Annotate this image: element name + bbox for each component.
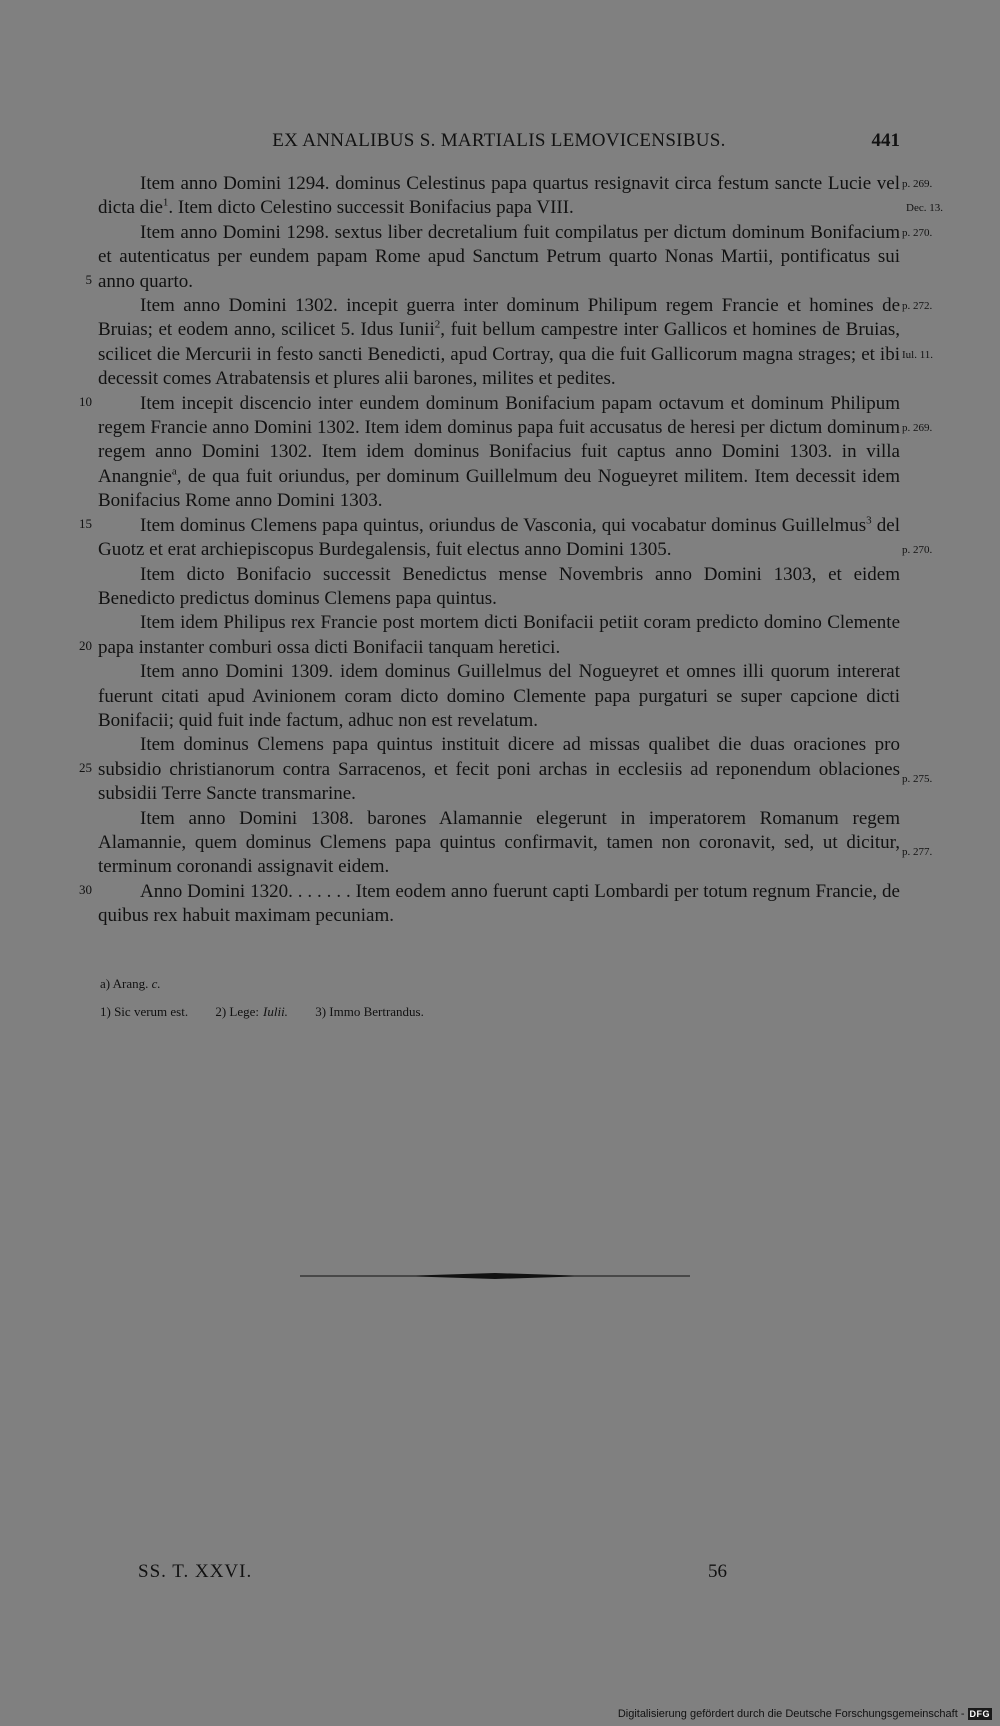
apparatus-siglum: c. [151, 976, 161, 991]
apparatus-note [100, 976, 900, 992]
paragraph-text: , de qua fuit oriundus, per dominum Guillelmum deu Nogueyret militem. Item decessit idem Bonifacius Rome anno Domini 1303. [98, 465, 900, 512]
footnotes [100, 1004, 900, 1020]
footnote-2-word: Iulii. [263, 1004, 288, 1019]
notes [98, 976, 900, 1020]
paragraph [98, 172, 900, 221]
margin-note: p. 275. [902, 773, 933, 785]
apparatus-label: a) Arang. [100, 976, 149, 991]
footnote-ref: 1 [162, 197, 169, 210]
footnote-2 [215, 1004, 288, 1019]
credit-text: Digitalisierung gefördert durch die Deutsche Forschungsgemeinschaft - [617, 1708, 965, 1720]
page-header [98, 130, 900, 160]
margin-note: p. 269. [902, 422, 933, 434]
margin-note: p. 272. [902, 300, 933, 312]
paragraph: Item anno Domini 1298. sextus liber decretalium fuit compilatus per dictum dominum Bonifacium et autenticatus per eundem papam Rome apud Sanctum Petrum quarto Nonas Martii, pontificatus sui anno quarto. [98, 221, 900, 292]
running-title: EX ANNALIBUS S. MARTIALIS LEMOVICENSIBUS. [272, 130, 726, 151]
page-number: 441 [871, 130, 900, 151]
paragraph [98, 294, 900, 392]
paragraph-text: Item anno Domini 1294. dominus Celestinus papa quartus resignavit circa festum sancte Lucie vel dicta die [98, 173, 900, 219]
paragraph-text: del Guotz et erat archiepiscopus Burdegalensis, fuit electus anno Domini 1305. [98, 514, 900, 561]
margin-note: Dec. 13. [906, 202, 943, 214]
digitization-credit [618, 1708, 992, 1720]
margin-note: p. 270. [902, 544, 933, 556]
paragraph-text: . Item dicto Celestino successit Bonifacius papa VIII. [168, 197, 574, 219]
line-number-25: 25 [79, 760, 92, 775]
paragraph: Item anno Domini 1309. idem dominus Guillelmus del Nogueyret et omnes illi quorum intererat fuerunt citati apud Avinionem coram dicto domino Clemente papa purgaturi se super capcione dicti Bonifacii; quid fuit inde factum, adhuc non est revelatum. [98, 661, 900, 731]
footnote-ref: 2 [434, 319, 441, 332]
line-number-10: 10 [79, 394, 92, 409]
line-number-20: 20 [79, 638, 92, 653]
dfg-logo: DFG [969, 1709, 990, 1719]
paragraph-text: Item anno Domini 1302. incepit guerra inter dominum Philipum regem Francie et homines de Bruias; et eodem anno, scilicet 5. Idus Iunii [98, 295, 900, 341]
paragraph-text: , fuit bellum campestre inter Gallicos et homines de Bruias, scilicet die Mercurii in festo sancti Benedicti, apud Cortray, qua die fuit Gallicorum magna strages; et ibi decessit comes Atrabatensis et plures alii barones, milites et pedites. [98, 319, 900, 390]
paragraph: Item idem Philipus rex Francie post mortem dicti Bonifacii petiit coram predicto domino Clemente papa instanter comburi ossa dicti Bonifacii tanquam heretici. [98, 612, 900, 658]
line-number-5: 5 [85, 272, 92, 287]
paragraph [98, 514, 900, 563]
body-text [98, 172, 900, 929]
line-number-15: 15 [79, 516, 92, 531]
margin-note: p. 269. [902, 178, 933, 190]
footnote-1: 1) Sic verum est. [100, 1004, 189, 1019]
paragraph-text: Item incepit discencio inter eundem dominum Bonifacium papam octavum et dominum Philipum regem Francie anno Domini 1302. Item idem dominus papa fuit accusatus de heresi per dictum dominum regem anno Domini 1302. Item idem dominus Bonifacius fuit captus anno Domini 1303. in villa Anangnie [98, 392, 900, 487]
apparatus-ref: a [171, 465, 177, 478]
footnote-3: 3) Immo Bertrandus. [315, 1004, 424, 1019]
paragraph: Item anno Domini 1308. barones Alamannie elegerunt in imperatorem Romanum regem Alamannie, quem dominus Clemens papa quintus confirmavit, tamen non coronavit, sed, ut dicitur, terminum coronandi assignavit eidem. [98, 807, 900, 878]
end-ornament-rule [300, 1272, 690, 1280]
paragraph [98, 392, 900, 514]
paragraph-text: Item dominus Clemens papa quintus, oriundus de Vasconia, qui vocabatur dominus Guillelmus [140, 514, 867, 536]
gathering-number: 56 [708, 1561, 727, 1582]
margin-note: p. 270. [902, 227, 933, 239]
footnote-ref: 3 [866, 514, 872, 527]
margin-note: p. 277. [902, 846, 933, 858]
line-number-30: 30 [79, 882, 92, 897]
margin-note: Iul. 11. [902, 349, 934, 361]
paragraph: Item dominus Clemens papa quintus instituit dicere ad missas qualibet die duas oraciones pro subsidio christianorum contra Sarracenos, et fecit poni archas in ecclesiis ad reponendum oblaciones subsidii Terre Sancte transmarine. [98, 734, 900, 805]
footnote-2-label: 2) Lege: [215, 1004, 260, 1019]
paragraph: Item dicto Bonifacio successit Benedictus mense Novembris anno Domini 1303, et eidem Benedicto predictus dominus Clemens papa quintus. [98, 563, 900, 609]
paragraph: Anno Domini 1320. . . . . . . Item eodem anno fuerunt capti Lombardi per totum regnum Francie, de quibus rex habuit maximam pecuniam. [98, 880, 900, 927]
signature-mark: SS. T. XXVI. [138, 1561, 253, 1582]
